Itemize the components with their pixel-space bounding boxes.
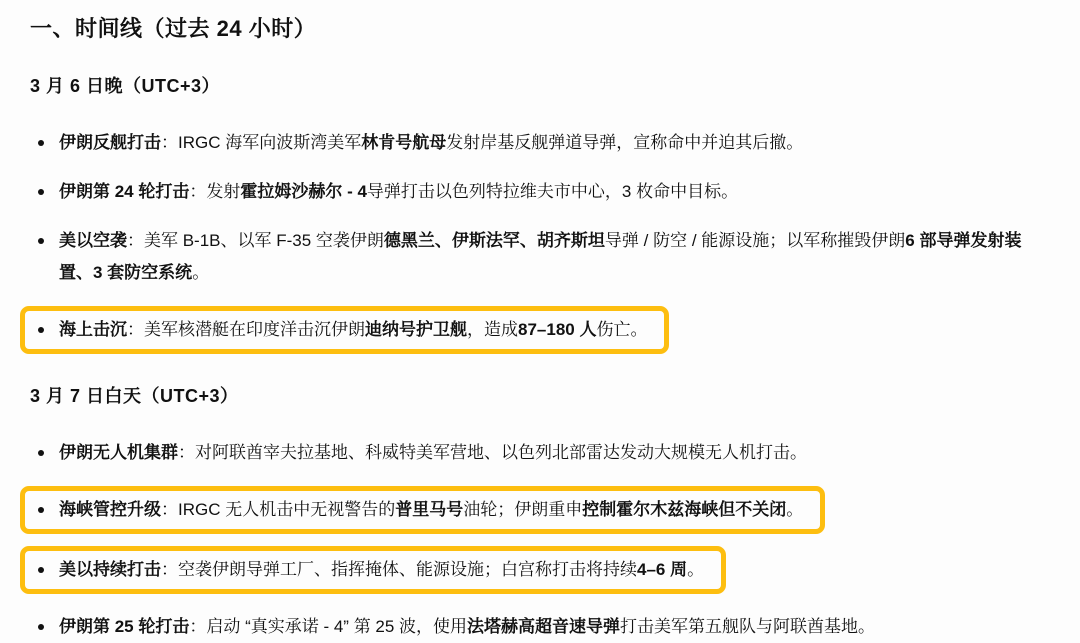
bullet-list xyxy=(30,127,1052,354)
bullet-item xyxy=(38,611,1052,643)
bullet-item xyxy=(38,127,1052,159)
bullet-dot xyxy=(38,238,44,244)
bullet-list xyxy=(30,437,1052,643)
bullet-dot xyxy=(38,567,44,573)
bullet-text: 海上击沉：美军核潜艇在印度洋击沉伊朗迪纳号护卫舰，造成87–180 人伤亡。 xyxy=(59,320,648,339)
page-title: 一、时间线（过去 24 小时） xyxy=(30,16,317,41)
bullet-dot xyxy=(38,624,44,630)
timeline-section-march-7 xyxy=(30,383,1052,643)
highlighted-bullet-item xyxy=(20,306,669,354)
bullet-dot xyxy=(38,140,44,146)
highlighted-bullet-item xyxy=(20,486,825,534)
bullet-text: 伊朗第 24 轮打击：发射霍拉姆沙赫尔 - 4导弹打击以色列特拉维夫市中心，3 枚命中目标。 xyxy=(59,182,739,201)
bullet-text: 伊朗无人机集群：对阿联酋宰夫拉基地、科威特美军营地、以色列北部雷达发动大规模无人机打击。 xyxy=(59,443,807,462)
bullet-item xyxy=(38,176,1052,208)
bullet-text: 美以空袭：美军 B-1B、以军 F-35 空袭伊朗德黑兰、伊斯法罕、胡齐斯坦导弹 / 防空 / 能源设施；以军称摧毁伊朗6 部导弹发射装置、3 套防空系统。 xyxy=(59,231,1022,282)
highlighted-bullet-item xyxy=(20,546,726,594)
bullet-text: 伊朗第 25 轮打击：启动 “真实承诺 - 4” 第 25 波，使用法塔赫高超音速导弹打击美军第五舰队与阿联酋基地。 xyxy=(59,617,876,636)
bullet-dot xyxy=(38,450,44,456)
bullet-dot xyxy=(38,189,44,195)
bullet-dot xyxy=(38,327,44,333)
bullet-item xyxy=(38,225,1052,289)
bullet-text: 海峡管控升级：IRGC 无人机击中无视警告的普里马号油轮；伊朗重申控制霍尔木兹海峡但不关闭。 xyxy=(59,500,804,519)
section-heading: 3 月 7 日白天（UTC+3） xyxy=(30,386,239,406)
bullet-item xyxy=(38,437,1052,469)
bullet-text: 美以持续打击：空袭伊朗导弹工厂、指挥掩体、能源设施；白宫称打击将持续4–6 周。 xyxy=(59,560,705,579)
bullet-text: 伊朗反舰打击：IRGC 海军向波斯湾美军林肯号航母发射岸基反舰弹道导弹，宣称命中并迫其后撤。 xyxy=(59,133,804,152)
timeline-section-march-6 xyxy=(30,73,1052,354)
section-heading: 3 月 6 日晚（UTC+3） xyxy=(30,76,221,96)
bullet-dot xyxy=(38,507,44,513)
